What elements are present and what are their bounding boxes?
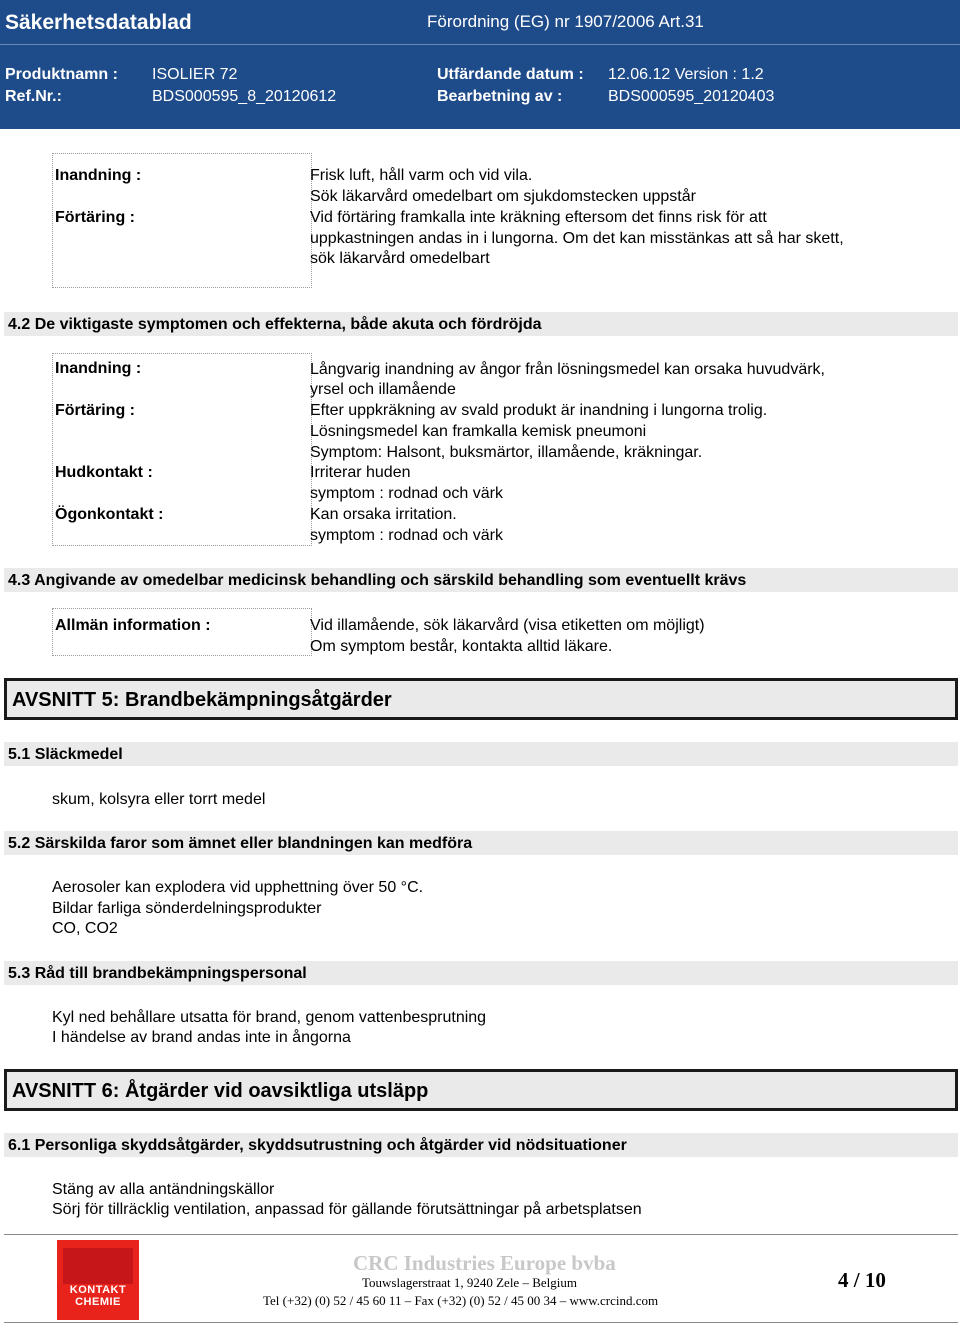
- first-aid-line: Sök läkarvård omedelbart om sjukdomstecken uppstår: [310, 188, 696, 205]
- symptoms-skin-contact-label: Hudkontakt :: [55, 464, 153, 481]
- logo-emblem: [63, 1248, 133, 1284]
- logo-text-line-2: CHEMIE: [75, 1296, 121, 1308]
- firefighter-advice-line: Kyl ned behållare utsatta för brand, genom vattenbesprutning: [52, 1009, 487, 1026]
- personal-precautions-line: Sörj för tillräcklig ventilation, anpassad för gällande förutsättningar på arbetsplatsen: [52, 1201, 642, 1218]
- first-aid-ingestion-label: Förtäring :: [55, 209, 135, 226]
- treatment-frame-left: [52, 608, 53, 656]
- section-5-1-heading: 5.1 Släckmedel: [4, 742, 958, 766]
- symptoms-ingestion-label: Förtäring :: [55, 402, 135, 419]
- regulation-reference: Förordning (EG) nr 1907/2006 Art.31: [427, 12, 704, 31]
- document-title: Säkerhetsdatablad: [5, 11, 192, 34]
- first-aid-frame-left: [52, 153, 53, 288]
- first-aid-line: sök läkarvård omedelbart: [310, 250, 490, 267]
- logo-text-line-1: KONTAKT: [69, 1284, 127, 1296]
- product-name-value: ISOLIER 72: [152, 66, 238, 83]
- edited-by-value: BDS000595_20120403: [608, 88, 775, 105]
- symptoms-inhalation-label: Inandning :: [55, 360, 142, 377]
- symptoms-frame-top: [52, 353, 312, 354]
- first-aid-frame-top: [52, 153, 312, 154]
- symptoms-line: Efter uppkräkning av svald produkt är inandning i lungorna trolig.: [310, 402, 768, 419]
- symptoms-line: Kan orsaka irritation.: [310, 506, 457, 523]
- personal-precautions-line: Stäng av alla antändningskällor: [52, 1181, 275, 1198]
- first-aid-inhalation-label: Inandning :: [55, 167, 142, 184]
- section-5-2-heading: 5.2 Särskilda faror som ämnet eller blandningen kan medföra: [4, 831, 958, 855]
- edited-by-label: Bearbetning av :: [437, 88, 563, 105]
- ref-number-value: BDS000595_8_20120612: [152, 88, 337, 105]
- symptoms-frame-bottom: [52, 545, 312, 546]
- treatment-line: Om symptom består, kontakta alltid läkare.: [310, 638, 613, 655]
- special-hazards-line: CO, CO2: [52, 920, 118, 937]
- symptoms-line: Irriterar huden: [310, 464, 411, 481]
- symptoms-line: Lösningsmedel kan framkalla kemisk pneumoni: [310, 423, 647, 440]
- ref-number-label: Ref.Nr.:: [5, 88, 62, 105]
- logo-text: [61, 1284, 135, 1308]
- symptoms-line: Långvarig inandning av ångor från lösningsmedel kan orsaka huvudvärk,: [310, 361, 825, 378]
- general-information-label: Allmän information :: [55, 617, 211, 634]
- first-aid-line: Vid förtäring framkalla inte kräkning eftersom det finns risk för att: [310, 209, 767, 226]
- section-4-2-heading: 4.2 De viktigaste symptomen och effekterna, både akuta och fördröjda: [4, 312, 958, 336]
- footer-contact: Tel (+32) (0) 52 / 45 60 11 – Fax (+32) (0) 52 / 45 00 34 – www.crcind.com: [263, 1293, 659, 1308]
- firefighter-advice-line: I händelse av brand andas inte in ångorna: [52, 1029, 351, 1046]
- extinguishing-media-text: skum, kolsyra eller torrt medel: [52, 791, 266, 808]
- symptoms-line: yrsel och illamående: [310, 381, 456, 398]
- footer-address: Touwslagerstraat 1, 9240 Zele – Belgium: [362, 1275, 577, 1290]
- section-6-1-heading: 6.1 Personliga skyddsåtgärder, skyddsutrustning och åtgärder vid nödsituationer: [4, 1133, 958, 1157]
- section-5-title: AVSNITT 5: Brandbekämpningsåtgärder: [4, 678, 958, 720]
- header-divider: [0, 44, 960, 45]
- symptoms-frame-left: [52, 353, 53, 546]
- first-aid-line: uppkastningen andas in i lungorna. Om det kan misstänkas att så har skett,: [310, 230, 844, 247]
- first-aid-frame-bottom: [52, 287, 312, 288]
- issue-date-label: Utfärdande datum :: [437, 66, 584, 83]
- symptoms-line: Symptom: Halsont, buksmärtor, illamående, kräkningar.: [310, 444, 703, 461]
- symptoms-line: symptom : rodnad och värk: [310, 485, 503, 502]
- issue-date-value: 12.06.12 Version : 1.2: [608, 66, 764, 83]
- special-hazards-line: Aerosoler kan explodera vid upphettning över 50 °C.: [52, 879, 424, 896]
- kontakt-chemie-logo: [57, 1240, 139, 1320]
- product-name-label: Produktnamn :: [5, 66, 118, 83]
- treatment-frame-top: [52, 608, 312, 609]
- symptoms-eye-contact-label: Ögonkontakt :: [55, 506, 164, 523]
- first-aid-line: Frisk luft, håll varm och vid vila.: [310, 167, 533, 184]
- treatment-frame-bottom: [52, 655, 312, 656]
- footer-company-name: CRC Industries Europe bvba: [353, 1251, 616, 1275]
- section-5-3-heading: 5.3 Råd till brandbekämpningspersonal: [4, 961, 958, 985]
- page-number: 4 / 10: [838, 1268, 886, 1292]
- symptoms-line: symptom : rodnad och värk: [310, 527, 503, 544]
- treatment-line: Vid illamående, sök läkarvård (visa etiketten om möjligt): [310, 617, 705, 634]
- section-6-title: AVSNITT 6: Åtgärder vid oavsiktliga utsläpp: [4, 1069, 958, 1111]
- footer-bottom-rule: [4, 1322, 958, 1323]
- special-hazards-line: Bildar farliga sönderdelningsprodukter: [52, 900, 322, 917]
- section-4-3-heading: 4.3 Angivande av omedelbar medicinsk behandling och särskild behandling som eventuellt krävs: [4, 568, 958, 592]
- header-band: [0, 0, 960, 129]
- footer-top-rule: [4, 1234, 958, 1235]
